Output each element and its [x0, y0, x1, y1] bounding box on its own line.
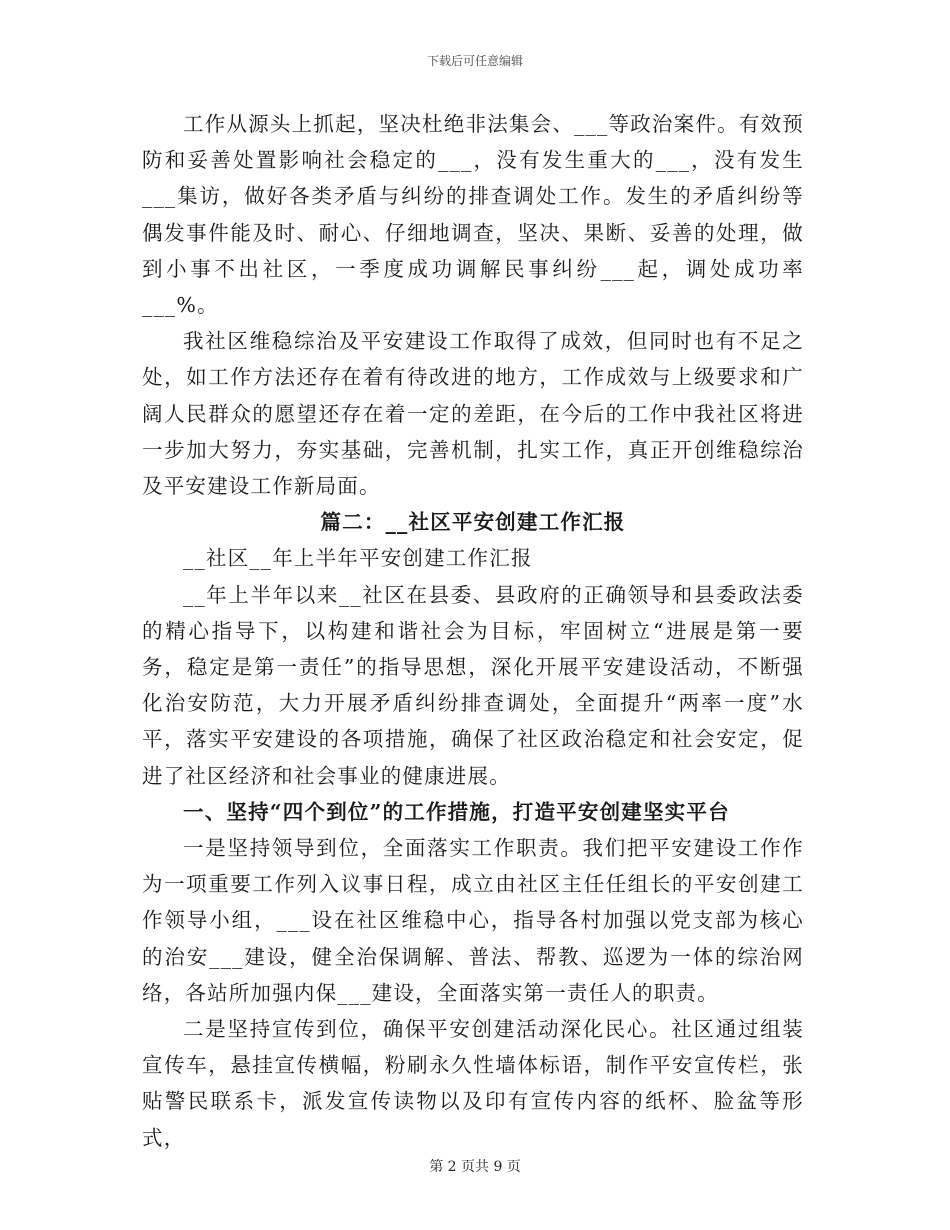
page-footer: 第 2 页共 9 页	[429, 1159, 521, 1175]
paragraph: __年上半年以来__社区在县委、县政府的正确领导和县委政法委的精心指导下，以构建和谐社会为目标，牢固树立“进展是第一要务，稳定是第一责任”的指导思想，深化开展平安建设活动，不断强化治安防范，大力开展矛盾纠纷排查调处，全面提升“两率一度”水平，落实平安建设的各项措施，确保了社区政治稳定和社会安定，促进了社区经济和社会事业的健康进展。	[142, 582, 804, 788]
section-heading: 一、坚持“四个到位”的工作措施，打造平安创建坚实平台	[183, 799, 730, 824]
page-header: 下载后可任意编辑	[426, 54, 523, 68]
paragraph: 我社区维稳综治及平安建设工作取得了成效，但同时也有不足之处，如工作方法还存在着有待改进的地方，工作成效与上级要求和广阔人民群众的愿望还存在着一定的差距，在今后的工作中我社区将进一步加大努力，夯实基础，完善机制，扎实工作，真正开创维稳综治及平安建设工作新局面。	[142, 329, 804, 499]
paragraph: 二是坚持宣传到位，确保平安创建活动深化民心。社区通过组装宣传车，悬挂宣传横幅，粉刷永久性墙体标语，制作平安宣传栏，张贴警民联系卡，派发宣传读物以及印有宣传内容的纸杯、脸盆等形式，	[142, 1017, 804, 1150]
paragraph: 一是坚持领导到位，全面落实工作职责。我们把平安建设工作作为一项重要工作列入议事日程，成立由社区主任任组长的平安创建工作领导小组，___设在社区维稳中心，指导各村加强以党支部为核心的治安___建设，健全治保调解、普法、帮教、巡逻为一体的综治网络，各站所加强内保___建设，全面落实第一责任人的职责。	[142, 836, 804, 1005]
section-title: 篇二：__社区平安创建工作汇报	[320, 510, 626, 535]
paragraph: 工作从源头上抓起，坚决杜绝非法集会、___等政治案件。有效预防和妥善处置影响社会稳定的___，没有发生重大的___，没有发生___集访，做好各类矛盾与纠纷的排查调处工作。发生的矛盾纠纷等偶发事件能及时、耐心、仔细地调查，坚决、果断、妥善的处理，做到小事不出社区，一季度成功调解民事纠纷___起，调处成功率___%。	[142, 112, 804, 318]
paragraph: __社区__年上半年平安创建工作汇报	[183, 546, 533, 571]
document-body	[142, 106, 804, 1156]
